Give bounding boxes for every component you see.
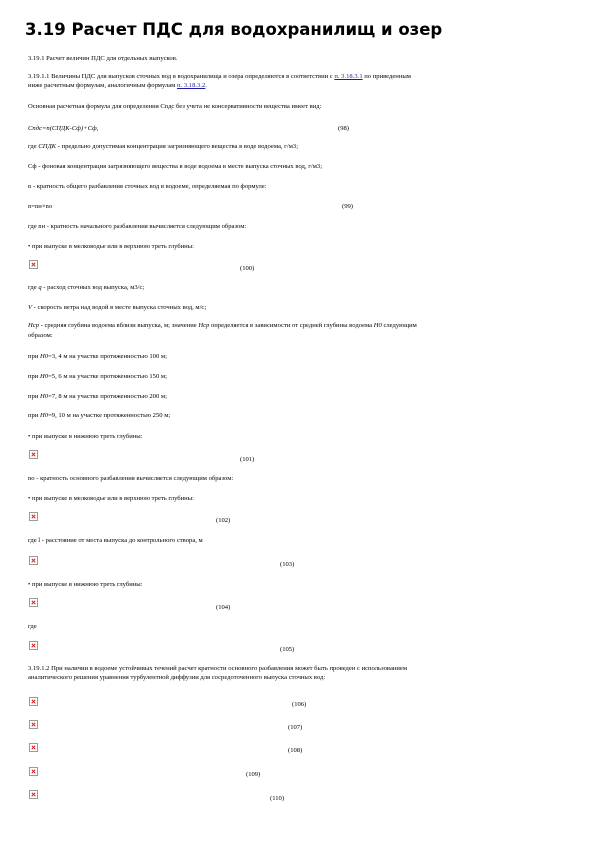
equation-number: (108) xyxy=(288,747,303,754)
equation-number: (107) xyxy=(288,724,303,731)
paragraph xyxy=(28,81,207,90)
paragraph-text: =5, 6 м на участке протяженностью 150 м; xyxy=(48,373,167,380)
equation-number: (100) xyxy=(240,265,255,272)
broken-image-icon xyxy=(29,790,38,799)
paragraph-text: при xyxy=(28,412,41,419)
paragraph: где l - расстояние от места выпуска до контрольного створа, м xyxy=(28,537,203,544)
paragraph-text: . xyxy=(205,82,207,89)
paragraph-text: при xyxy=(28,353,41,360)
paragraph xyxy=(28,303,206,312)
paragraph-text: - средняя глубина водоема вблизи выпуска, м; значение xyxy=(39,322,199,329)
broken-image-icon xyxy=(29,260,38,269)
paragraph: 3.19.1 Расчет величин ПДС для отдельных выпусков. xyxy=(28,55,178,62)
paragraph xyxy=(28,72,411,81)
paragraph: 3.19.1.2 При наличии в водоеме устойчивых течений расчет кратности основного разбавления может быть проведен с использованием xyxy=(28,665,408,672)
paragraph-italic: Н0 xyxy=(40,412,49,419)
equation-number: (101) xyxy=(240,456,255,463)
bullet-item: • при выпуске в мелководье или в верхнюю треть глубины: xyxy=(28,243,194,250)
paragraph xyxy=(28,321,417,330)
paragraph-text: по приведенным xyxy=(362,73,411,80)
bullet-item: • при выпуске в мелководье или в верхнюю треть глубины: xyxy=(28,495,194,502)
formula-text xyxy=(28,124,98,133)
paragraph: где xyxy=(28,623,37,630)
paragraph-text: где xyxy=(28,284,39,291)
equation-number: (110) xyxy=(270,795,285,802)
paragraph: образом: xyxy=(28,332,53,339)
broken-image-icon xyxy=(29,720,38,729)
section-title: 3.19 Расчет ПДС для водохранилищ и озер xyxy=(25,20,443,39)
paragraph: nо - кратность основного разбавления вычисляется следующим образом: xyxy=(28,475,234,482)
equation-number: (102) xyxy=(216,517,231,524)
paragraph xyxy=(28,142,298,151)
paragraph xyxy=(28,283,144,292)
equation-number: (104) xyxy=(216,604,231,611)
paragraph: Основная расчетная формула для определения Сnдс без учета не консервативности вещества имеет вид: xyxy=(28,103,322,110)
paragraph-text: - расход сточных вод выпуска, м3/с; xyxy=(41,284,145,291)
paragraph-italic: q xyxy=(38,284,42,291)
bullet-item: • при выпуске в нижнюю треть глубины: xyxy=(28,433,143,440)
paragraph-text: =3, 4 м на участке протяженностью 100 м; xyxy=(48,353,167,360)
paragraph: аналитического решения уравнения турбулентной диффузии для сосредоточенного выпуска сточных вод: xyxy=(28,674,326,681)
paragraph-italic: V xyxy=(28,304,33,311)
paragraph-text: - предельно допустимая концентрация загрязняющего вещества в воде водоема, г/м3; xyxy=(56,143,299,150)
broken-image-icon xyxy=(29,767,38,776)
broken-image-icon xyxy=(29,641,38,650)
equation-number: (105) xyxy=(280,646,295,653)
paragraph-italic: Н0 xyxy=(40,373,49,380)
equation-number: (98) xyxy=(338,125,349,132)
paragraph-italic: Нср xyxy=(198,322,210,329)
paragraph-text: =7, 8 м на участке протяженностью 200 м; xyxy=(48,393,167,400)
paragraph-italic: Н0 xyxy=(40,393,49,400)
depth-item xyxy=(28,392,167,401)
depth-item xyxy=(28,352,167,361)
paragraph: Сф - фоновая концентрация загрязняющего вещества в воде водоема в месте выпуска сточных вод, г/м3; xyxy=(28,163,323,170)
equation-number: (106) xyxy=(292,701,307,708)
paragraph-italic: СПДК xyxy=(38,143,57,150)
link-3-18-3-2[interactable]: п. 3.18.3.2 xyxy=(177,82,206,89)
bullet-item: • при выпуске в нижнюю треть глубины: xyxy=(28,581,143,588)
paragraph-text: определяется в зависимости от средней глубины водоема xyxy=(209,322,374,329)
broken-image-icon xyxy=(29,450,38,459)
equation-number: (103) xyxy=(280,561,295,568)
paragraph-text: при xyxy=(28,373,41,380)
link-3-18-3-1[interactable]: п. 3.18.3.1 xyxy=(334,73,363,80)
broken-image-icon xyxy=(29,598,38,607)
broken-image-icon xyxy=(29,697,38,706)
formula: Спдс=n(СПДК-Сф)+Сф, xyxy=(28,125,99,132)
formula-text: n=nн×nо xyxy=(28,203,53,210)
depth-item xyxy=(28,411,170,420)
equation-number: (99) xyxy=(342,203,353,210)
broken-image-icon xyxy=(29,556,38,565)
paragraph-text: ниже расчетным формулам, аналогичным формулам xyxy=(28,82,177,89)
broken-image-icon xyxy=(29,512,38,521)
equation-number: (109) xyxy=(246,771,261,778)
depth-item xyxy=(28,372,167,381)
paragraph-text: =9, 10 м на участке протяженностью 250 м; xyxy=(48,412,171,419)
paragraph-text: при xyxy=(28,393,41,400)
paragraph-italic: Н0 xyxy=(373,322,382,329)
broken-image-icon xyxy=(29,743,38,752)
paragraph-italic: Нср xyxy=(28,322,39,329)
paragraph-text: где xyxy=(28,143,39,150)
paragraph-text: следующим xyxy=(381,322,417,329)
paragraph-text: 3.19.1.1 Величины ПДС для выпусков сточных вод в водохранилища и озера определяются в соответствии с xyxy=(28,73,335,80)
paragraph: n - кратность общего разбавления сточных вод в водоеме, определяемая по формуле: xyxy=(28,183,267,190)
paragraph-text: - скорость ветра над водой в месте выпуска сточных вод, м/с; xyxy=(32,304,207,311)
paragraph-italic: Н0 xyxy=(40,353,49,360)
paragraph: где nн - кратность начального разбавления вычисляется следующим образом: xyxy=(28,223,247,230)
